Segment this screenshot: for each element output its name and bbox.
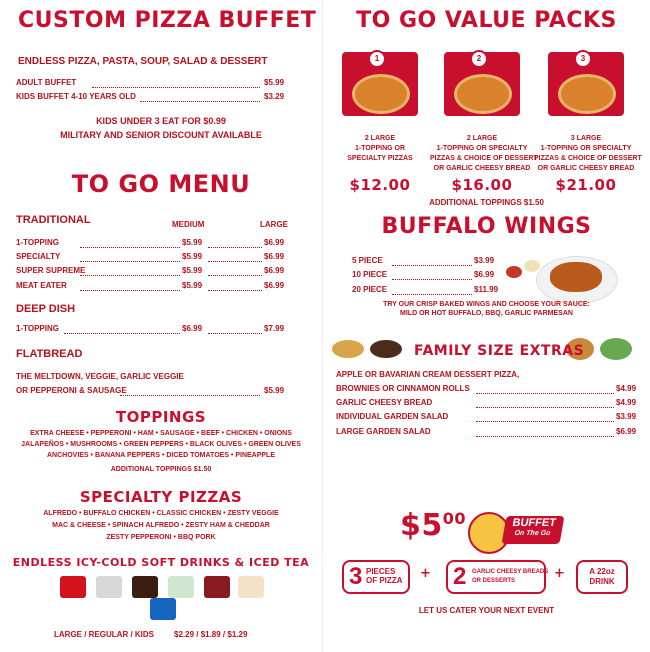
dotted-leader (64, 333, 180, 334)
menu-row-medium: $5.99 (182, 252, 203, 261)
wings-item-name: 10 PIECE (352, 270, 388, 279)
dotted-leader (80, 275, 180, 276)
deep-dish-heading: DEEP DISH (16, 303, 76, 315)
iced-tea-icon (238, 576, 264, 598)
wings-note-line: MILD OR HOT BUFFALO, BBQ, GARLIC PARMESAN (400, 310, 573, 317)
dotted-leader (92, 87, 260, 88)
flatbread-heading: FLATBREAD (16, 348, 83, 360)
dotted-leader (208, 261, 262, 262)
toppings-additional: ADDITIONAL TOPPINGS $1.50 (110, 466, 212, 473)
drinks-heading: ENDLESS ICY-COLD SOFT DRINKS & ICED TEA (12, 556, 310, 569)
promo-box-text: A 22oz DRINK (589, 567, 615, 586)
promo-box-drink (576, 560, 628, 594)
buffet-item: KIDS BUFFET 4-10 YEARS OLD (16, 92, 136, 101)
promo-box-num: 2 (453, 563, 467, 590)
dotted-leader (140, 101, 260, 102)
col-large: LARGE (260, 220, 288, 229)
dotted-leader (208, 290, 262, 291)
dotted-leader (392, 265, 472, 266)
promo-price-dollar: $5 (400, 508, 443, 543)
dotted-leader (80, 261, 180, 262)
dotted-leader (120, 395, 260, 396)
wings-item-price: $6.99 (474, 270, 495, 279)
drink-sizes: LARGE / REGULAR / KIDS (54, 630, 155, 639)
extras-item-price: $4.99 (616, 384, 637, 393)
specialty-list (0, 508, 322, 544)
menu-row-name: SUPER SUPREME (16, 266, 86, 275)
promo-price (400, 508, 466, 543)
dotted-leader (476, 407, 614, 408)
specialty-heading: SPECIALTY PIZZAS (79, 488, 243, 506)
buffet-title: CUSTOM PIZZA BUFFET (18, 8, 317, 33)
dotted-leader (476, 436, 614, 437)
toppings-line: JALAPEÑOS • MUSHROOMS • GREEN PEPPERS • BLACK OLIVES • GREEN OLIVES (21, 441, 301, 448)
salad-icon (600, 338, 632, 360)
menu-row-large: $6.99 (264, 281, 285, 290)
value-packs-title: TO GO VALUE PACKS (356, 8, 617, 33)
pizza-icon (352, 74, 410, 114)
wings-note-line: TRY OUR CRISP BAKED WINGS AND CHOOSE YOUR SAUCE: (383, 301, 590, 308)
pack-price: $12.00 (349, 176, 411, 194)
dotted-leader (208, 275, 262, 276)
pack-number-badge: 3 (574, 50, 592, 68)
dotted-leader (392, 294, 472, 295)
promo-box-bread (446, 560, 549, 594)
buffet-logo-text: BUFFET (511, 517, 557, 529)
promo-box-num: 3 (349, 563, 363, 590)
cater-text: LET US CATER YOUR NEXT EVENT (418, 606, 555, 615)
lemon-lime-icon (168, 576, 194, 598)
extras-item-price: $4.99 (616, 398, 637, 407)
drink-prices: $2.29 / $1.89 / $1.29 (174, 630, 248, 639)
cola-icon (60, 576, 86, 598)
buffet-logo (502, 516, 565, 544)
menu-row-name: 1-TOPPING (16, 238, 59, 247)
wings-item-name: 20 PIECE (352, 285, 388, 294)
bread-icon (332, 340, 364, 358)
menu-row-large: $6.99 (264, 266, 285, 275)
pack-desc: 2 LARGE 1-TOPPING OR SPECIALTY PIZZAS (347, 135, 413, 162)
wings-item-name: 5 PIECE (352, 256, 383, 265)
toppings-line: ANCHOVIES • BANANA PEPPERS • DICED TOMATOES • PINEAPPLE (46, 452, 276, 459)
extras-title: FAMILY SIZE EXTRAS (414, 343, 585, 359)
toppings-list (0, 428, 322, 475)
pepper-soda-icon (204, 576, 230, 598)
pack-price: $21.00 (555, 176, 617, 194)
menu-row-large: $6.99 (264, 252, 285, 261)
promo-price-cents: 00 (442, 509, 467, 528)
menu-row-name: 1-TOPPING (16, 324, 59, 333)
menu-row-medium: $5.99 (182, 281, 203, 290)
pack-number-badge: 2 (470, 50, 488, 68)
extras-item-name: LARGE GARDEN SALAD (336, 427, 431, 436)
pack-price: $16.00 (451, 176, 513, 194)
extras-item-name: GARLIC CHEESY BREAD (336, 398, 433, 407)
toppings-heading: TOPPINGS (115, 408, 207, 426)
extras-item-name: BROWNIES OR CINNAMON ROLLS (336, 384, 470, 393)
traditional-heading: TRADITIONAL (16, 214, 91, 226)
buffet-price: $5.99 (264, 78, 285, 87)
menu-row-name: MEAT EATER (16, 281, 67, 290)
orange-soda-icon (150, 598, 176, 620)
wings-title: BUFFALO WINGS (381, 214, 592, 239)
value-packs-additional: ADDITIONAL TOPPINGS $1.50 (429, 198, 544, 207)
dotted-leader (476, 421, 614, 422)
buffet-note: MILITARY AND SENIOR DISCOUNT AVAILABLE (60, 130, 262, 140)
menu-row-name: SPECIALTY (16, 252, 61, 261)
extras-item-price: $6.99 (616, 427, 637, 436)
cherry-cola-icon (132, 576, 158, 598)
promo-box-text: GARLIC CHEESY BREADS OR DESSERTS (472, 569, 549, 584)
buffet-logo-sub: On The Go (513, 530, 551, 537)
pizza-icon (558, 74, 616, 114)
dotted-leader (80, 290, 180, 291)
pack-desc: 3 LARGE 1-TOPPING OR SPECIALTY PIZZAS & CHOICE OF DESSERT OR GARLIC CHEESY BREAD (534, 135, 642, 172)
dotted-leader (208, 333, 262, 334)
plus-icon: + (554, 566, 566, 581)
buffet-subtitle: ENDLESS PIZZA, PASTA, SOUP, SALAD & DESSERT (18, 56, 268, 67)
menu-row-medium: $6.99 (182, 324, 203, 333)
plus-icon: + (420, 566, 432, 581)
buffet-price: $3.29 (264, 92, 285, 101)
extras-item-name: INDIVIDUAL GARDEN SALAD (336, 412, 449, 421)
specialty-line: ZESTY PEPPERONI • BBQ PORK (106, 534, 216, 541)
buffet-note: KIDS UNDER 3 EAT FOR $0.99 (96, 116, 226, 126)
flatbread-line: OR PEPPERONI & SAUSAGE (16, 386, 127, 395)
dotted-leader (392, 279, 472, 280)
menu-row-medium: $5.99 (182, 266, 203, 275)
dotted-leader (476, 393, 614, 394)
menu-row-medium: $5.99 (182, 238, 203, 247)
buffet-item: ADULT BUFFET (16, 78, 77, 87)
menu-row-large: $6.99 (264, 238, 285, 247)
pack-number-badge: 1 (368, 50, 386, 68)
page-divider (322, 0, 323, 652)
menu-row-large: $7.99 (264, 324, 285, 333)
pack-desc: 2 LARGE 1-TOPPING OR SPECIALTY PIZZAS & CHOICE OF DESSERT OR GARLIC CHEESY BREAD (430, 135, 538, 172)
specialty-line: ALFREDO • BUFFALO CHICKEN • CLASSIC CHICKEN • ZESTY VEGGIE (43, 510, 279, 517)
toppings-line: EXTRA CHEESE • PEPPERONI • HAM • SAUSAGE • BEEF • CHICKEN • ONIONS (30, 430, 292, 437)
pizza-icon (454, 74, 512, 114)
to-go-menu-title: TO GO MENU (71, 170, 251, 198)
wings-item-price: $11.99 (474, 285, 499, 294)
dotted-leader (208, 247, 262, 248)
brownie-icon (370, 340, 402, 358)
wings-item-price: $3.99 (474, 256, 495, 265)
extras-item-price: $3.99 (616, 412, 637, 421)
flatbread-price: $5.99 (264, 386, 285, 395)
col-medium: MEDIUM (172, 220, 205, 229)
flatbread-line: THE MELTDOWN, VEGGIE, GARLIC VEGGIE (16, 372, 184, 381)
extras-line: APPLE OR BAVARIAN CREAM DESSERT PIZZA, (336, 370, 520, 379)
promo-box-pizza (342, 560, 410, 594)
dotted-leader (80, 247, 180, 248)
wings-note (323, 300, 650, 318)
promo-box-text: PIECES OF PIZZA (366, 567, 403, 585)
diet-cola-icon (96, 576, 122, 598)
specialty-line: MAC & CHEESE • SPINACH ALFREDO • ZESTY HAM & CHEDDAR (52, 522, 270, 529)
